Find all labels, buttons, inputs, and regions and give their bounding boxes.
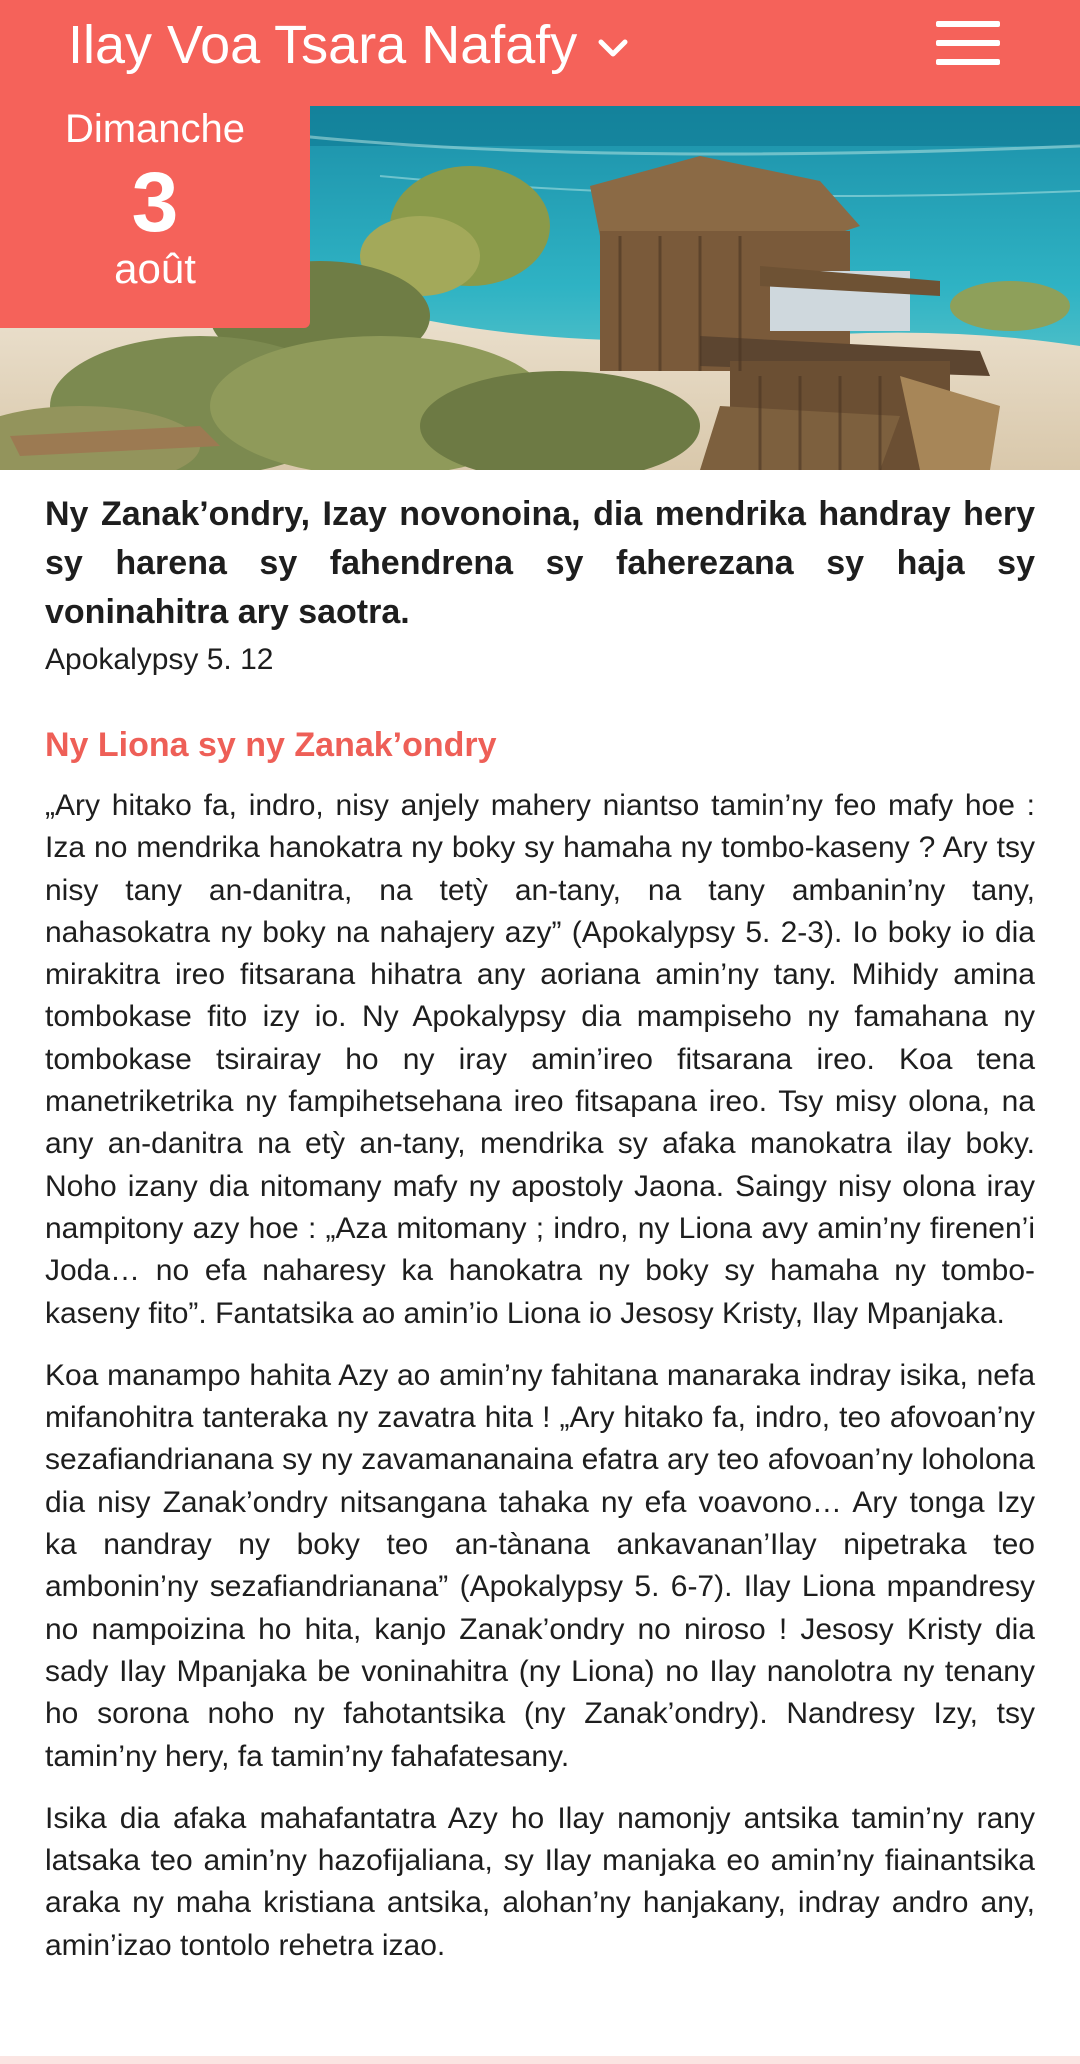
date-badge xyxy=(0,106,310,328)
app-title-text: Ilay Voa Tsara Nafafy xyxy=(68,15,578,75)
main-content xyxy=(45,490,1035,1987)
daily-verse: Ny Zanak’ondry, Izay novonoina, dia mendrika handray hery sy harena sy fahendrena sy faherezana sy haja sy voninahitra ary saotra. xyxy=(45,495,1035,631)
chevron-down-icon xyxy=(595,30,631,66)
date-weekday: Dimanche xyxy=(64,107,246,151)
article-paragraph: Koa manampo hahita Azy ao amin’ny fahitana manaraka indray isika, nefa mifanohitra tanteraka ny zavatra hita ! „Ary hitako fa, indro, teo afovoan’ny sezafiandrianana sy ny zavamananaina efatra ary teo afovoan’ny loholona dia nisy Zanak’ondry nitsangana tahaka ny efa voavono… Ary tonga Izy ka nandray ny boky teo an-tànana ankavanan’Ilay nipetraka teo ambonin’ny sezafiandrianana” (Apokalypsy 5. 6-7). Ilay Liona mpandresy no nampoizina ho hita, kanjo Zanak’ondry no niroso ! Jesosy Kristy dia sady Ilay Mpanjaka be voninahitra (ny Liona) no Ilay nanolotra ny tenany ho sorona noho ny fahotantsika (ny Zanak’ondry). Nandresy Izy, tsy tamin’ny hery, fa tamin’ny fahafatesany. xyxy=(45,1358,1035,1773)
date-month: août xyxy=(114,245,196,292)
bottom-edge xyxy=(0,2056,1080,2064)
app-title-dropdown[interactable] xyxy=(68,8,631,82)
article-paragraph: Isika dia afaka mahafantatra Azy ho Ilay namonjy antsika tamin’ny rany latsaka teo amin’ny hazofijaliana, sy Ilay manjaka eo amin’ny fiainantsika araka ny maha kristiana antsika, alohan’ny hanjakany, indray andro any, amin’izao tontolo rehetra izao. xyxy=(45,1801,1035,1962)
hamburger-menu-icon[interactable] xyxy=(936,21,1000,65)
verse-reference: Apokalypsy 5. 12 xyxy=(45,643,274,676)
app-header xyxy=(0,0,1080,106)
article-title: Ny Liona sy ny Zanak’ondry xyxy=(45,726,497,764)
article-paragraph: „Ary hitako fa, indro, nisy anjely mahery niantso tamin’ny feo mafy hoe : Iza no mendrika hanokatra ny boky sy hamaha ny tombo-kaseny ? Ary tsy nisy tany an-danitra, na tetỳ an-tany, na tany ambanin’ny tany, nahasokatra ny boky na nahajery azy” (Apokalypsy 5. 2-3). Io boky io dia mirakitra ireo fitsarana hihatra any aoriana amin’ny tany. Mihidy amina tombokase fito izy io. Ny Apokalypsy dia mampiseho ny famahana ny tombokase tsirairay ho ny iray amin’ireo fitsarana ireo. Koa tena manetriketrika ny fampihetsehana ireo fitsapana ireo. Tsy misy olona, na any an-danitra na etỳ an-tany, mendrika sy afaka manokatra ilay boky. Noho izany dia nitomany mafy ny apostoly Jaona. Saingy nisy olona iray nampitony azy hoe : „Aza mitomany ; indro, ny Liona avy amin’ny firenen’i Joda… no efa naharesy ka hanokatra ny boky sy hamaha ny tombo-kaseny fito”. Fantatsika ao amin’io Liona io Jesosy Kristy, Ilay Mpanjaka. xyxy=(45,789,1035,1330)
date-day: 3 xyxy=(131,155,179,249)
